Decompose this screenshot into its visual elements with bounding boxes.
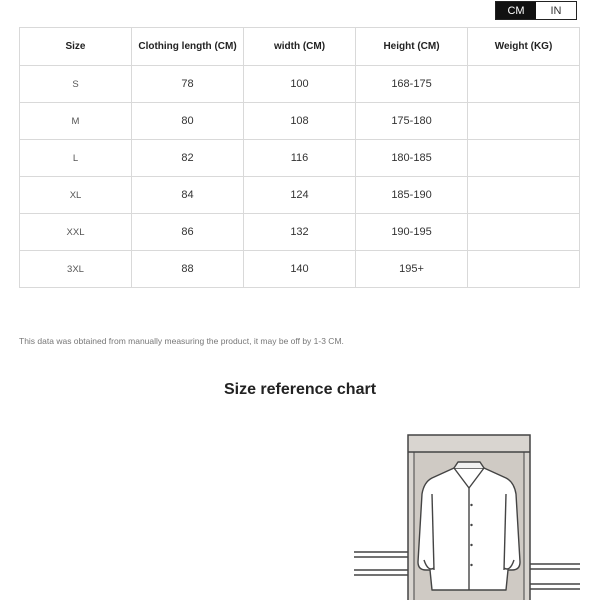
table-row <box>20 214 580 251</box>
cell-height: 175-180 <box>356 103 468 140</box>
cell-length: 80 <box>132 103 244 140</box>
header-height: Height (CM) <box>356 28 468 66</box>
table-row <box>20 251 580 288</box>
cell-height: 180-185 <box>356 140 468 177</box>
cell-length: 84 <box>132 177 244 214</box>
cell-width: 132 <box>244 214 356 251</box>
cell-width: 124 <box>244 177 356 214</box>
cell-size: XL <box>20 177 132 214</box>
cell-length: 86 <box>132 214 244 251</box>
cell-width: 140 <box>244 251 356 288</box>
cell-size: XXL <box>20 214 132 251</box>
table-row <box>20 140 580 177</box>
cell-size: 3XL <box>20 251 132 288</box>
cell-length: 82 <box>132 140 244 177</box>
table-row <box>20 103 580 140</box>
cell-weight <box>468 251 580 288</box>
cell-height: 195+ <box>356 251 468 288</box>
cell-height: 190-195 <box>356 214 468 251</box>
table-row <box>20 66 580 103</box>
size-chart-title: Size reference chart <box>223 381 377 398</box>
cell-width: 116 <box>244 140 356 177</box>
cell-weight <box>468 214 580 251</box>
unit-toggle <box>495 1 577 20</box>
cell-size: L <box>20 140 132 177</box>
cell-weight <box>468 140 580 177</box>
unit-option-cm[interactable]: CM <box>496 2 536 19</box>
cell-length: 78 <box>132 66 244 103</box>
cell-width: 108 <box>244 103 356 140</box>
size-table <box>19 27 580 288</box>
cell-weight <box>468 103 580 140</box>
measurement-note: This data was obtained from manually measuring the product, it may be off by 1-3 CM. <box>19 336 344 346</box>
unit-option-in[interactable]: IN <box>536 2 576 19</box>
cell-height: 185-190 <box>356 177 468 214</box>
header-width: width (CM) <box>244 28 356 66</box>
shirt-on-hanger-icon <box>354 430 580 600</box>
cell-length: 88 <box>132 251 244 288</box>
table-header-row <box>20 28 580 66</box>
header-clothing-length: Clothing length (CM) <box>132 28 244 66</box>
cell-height: 168-175 <box>356 66 468 103</box>
table-row <box>20 177 580 214</box>
cell-weight <box>468 177 580 214</box>
cell-size: M <box>20 103 132 140</box>
cell-weight <box>468 66 580 103</box>
header-size: Size <box>20 28 132 66</box>
header-weight: Weight (KG) <box>468 28 580 66</box>
cell-width: 100 <box>244 66 356 103</box>
cell-size: S <box>20 66 132 103</box>
